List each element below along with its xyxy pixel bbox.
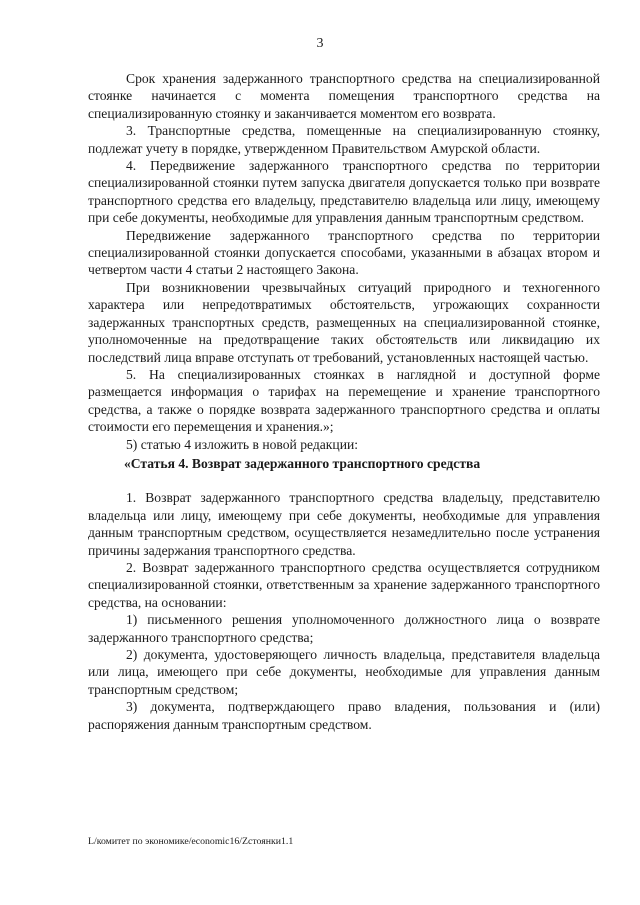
list-item-written-decision: 1) письменного решения уполномоченного должностного лица о возврате задержанного транспортного средства; (88, 612, 600, 645)
paragraph-4-movement: 4. Передвижение задержанного транспортного средства по территории специализированной стоянки путем запуска двигателя допускается только при возврате транспортного средства его владельцу, представителю владельца или лицу, имеющему при себе документы, необходимые для управления данным транспортным средством. (88, 158, 600, 226)
paragraph-emergency: При возникновении чрезвычайных ситуаций природного и техногенного характера или непредотвратимых обстоятельств, угрожающих сохранности задержанных транспортных средств, размещенных на специализированной стоянке, уполномоченные на предотвращение таких обстоятельств или ликвидацию их последствий лица вправе отступать от требований, установленных настоящей частью. (88, 279, 600, 365)
paragraph-3-registration: 3. Транспортные средства, помещенные на специализированную стоянку, подлежат учету в порядке, утвержденном Правительством Амурской области. (88, 123, 600, 156)
paragraph-article4-part2: 2. Возврат задержанного транспортного средства осуществляется сотрудником специализированной стоянки, ответственным за хранение задержанного транспортного средства, на основании: (88, 559, 600, 610)
list-item-identity-document: 2) документа, удостоверяющего личность владельца, представителя владельца или лица, имеющего при себе документы, необходимые для управления данным транспортным средством; (88, 647, 600, 697)
list-item-ownership-document: 3) документа, подтверждающего право владения, пользования и (или) распоряжения данным транспортным средством. (88, 699, 600, 732)
paragraph-storage-period: Срок хранения задержанного транспортного средства на специализированной стоянке начинается с момента помещения транспортного средства на специализированную стоянку и заканчивается моментом его возврата. (88, 71, 600, 121)
paragraph-amendment-5: 5) статью 4 изложить в новой редакции: (126, 436, 359, 452)
page-number: 3 (316, 36, 324, 51)
paragraph-5-information: 5. На специализированных стоянках в наглядной и доступной форме размещается информация о тарифах на перемещение и хранение транспортного средства, а также о порядке возврата задержанного транспортного средства и оплаты стоимости его перемещения и хранения.»; (88, 366, 600, 435)
paragraph-article4-part1: 1. Возврат задержанного транспортного средства владельцу, представителю владельца или лицу, имеющему при себе документы, необходимые для управления данным транспортным средством, осуществляется незамедлительно после устранения причины задержания транспортного средства. (88, 490, 600, 558)
article-4-heading: «Статья 4. Возврат задержанного транспортного средства (124, 455, 481, 471)
document-body (88, 70, 600, 733)
paragraph-movement-methods: Передвижение задержанного транспортного средства по территории специализированной стоянки допускается способами, указанными в абзацах втором и четвертом части 4 статьи 2 настоящего Закона. (88, 227, 600, 278)
spacer (88, 472, 600, 489)
footer-file-path: L/комитет по экономике/economic16/Zстоянки1.1 (88, 836, 294, 847)
